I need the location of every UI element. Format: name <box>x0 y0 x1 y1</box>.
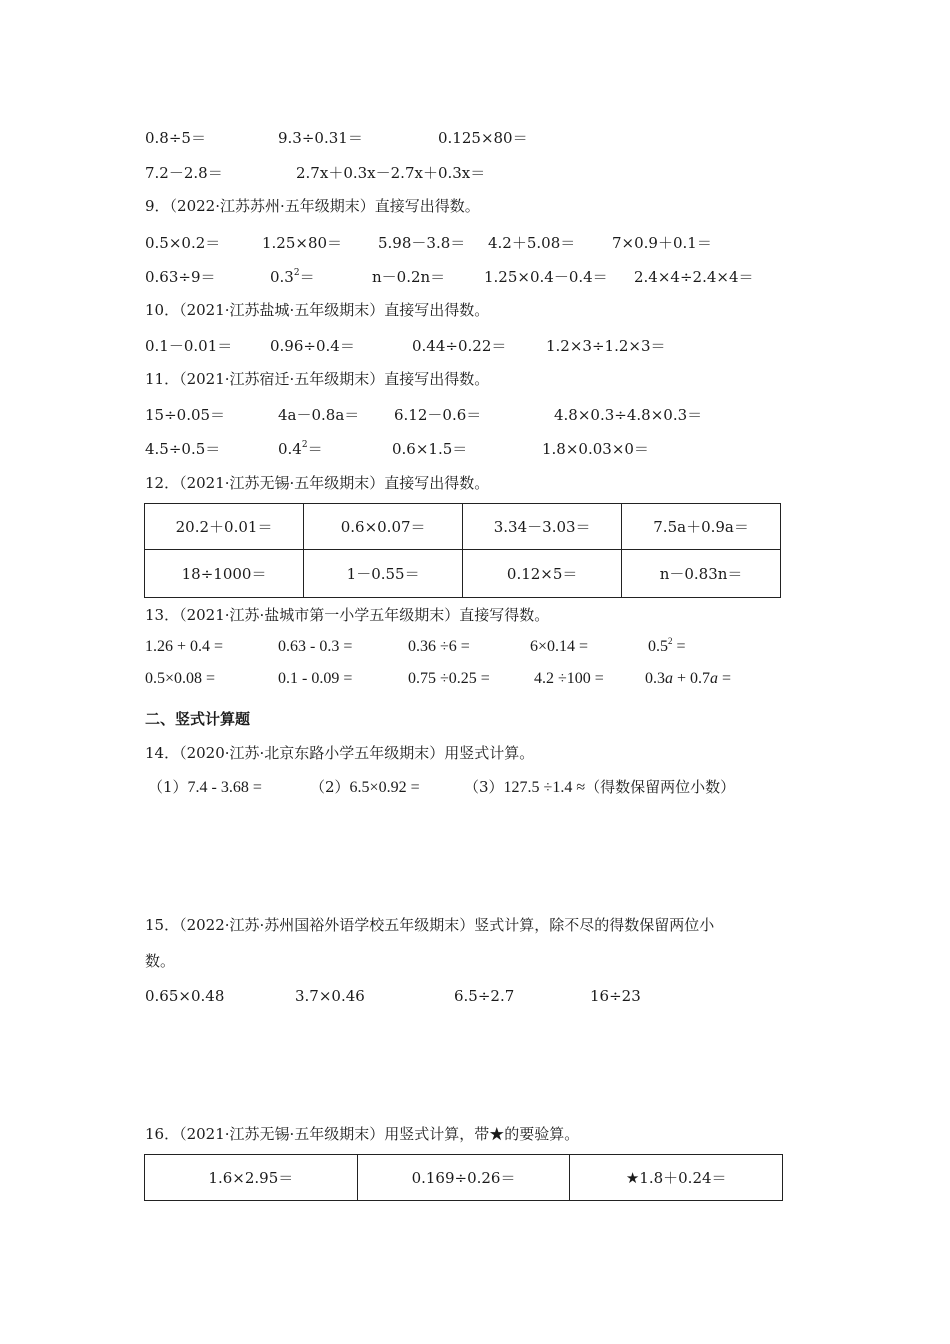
expr-r1-2: 9.3÷0.31＝ <box>278 129 363 147</box>
q14-title: 14．（2020·江苏·北京东路小学五年级期末）用竖式计算。 <box>145 744 535 762</box>
q13-expr: 0.1 - 0.09 = <box>278 670 353 687</box>
q13-power-expr: $0.5^2$ = <box>648 636 686 655</box>
q12-cell: 3.34－3.03＝ <box>463 504 622 550</box>
q9-expr: 4.2＋5.08＝ <box>488 234 576 252</box>
q13-expr: 4.2 ÷100 = <box>534 670 604 687</box>
q15-expr: 3.7×0.46 <box>295 987 365 1005</box>
q13-expr: 0.63 - 0.3 = <box>278 638 353 655</box>
q12-cell: 7.5a＋0.9a＝ <box>622 504 781 550</box>
q13-expr: 0.36 ÷6 = <box>408 638 470 655</box>
q12-title: 12．（2021·江苏无锡·五年级期末）直接写出得数。 <box>145 474 490 492</box>
q16-cell: 1.6×2.95＝ <box>145 1155 358 1201</box>
q16-title: 16．（2021·江苏无锡·五年级期末）用竖式计算，带★的要验算。 <box>145 1125 580 1143</box>
expr-r1-3: 0.125×80＝ <box>438 129 528 147</box>
q10-title: 10．（2021·江苏盐城·五年级期末）直接写出得数。 <box>145 301 490 319</box>
q15-expr: 16÷23 <box>590 987 641 1005</box>
q13-expr: 0.5×0.08 = <box>145 670 216 687</box>
q9-expr: 5.98－3.8＝ <box>378 234 466 252</box>
q9-expr: n－0.2n＝ <box>372 268 446 286</box>
q13-expr: 1.26 + 0.4 = <box>145 638 224 655</box>
q12-cell: 1－0.55＝ <box>304 550 463 598</box>
q9-expr: 2.4×4÷2.4×4＝ <box>634 268 754 286</box>
q9-power-expr: $0.3^2=$ <box>270 268 315 286</box>
expr-r1-1: 0.8÷5＝ <box>145 129 206 147</box>
expr-r2-2: 2.7x＋0.3x－2.7x＋0.3x＝ <box>296 164 486 182</box>
q9-expr: 1.25×0.4－0.4＝ <box>484 268 608 286</box>
q15-title-cont: 数。 <box>145 952 176 970</box>
q16-cell: 0.169÷0.26＝ <box>357 1155 570 1201</box>
expr-r2-1: 7.2－2.8＝ <box>145 164 223 182</box>
q12-table <box>144 503 781 598</box>
q14-part-1: （1）7.4 - 3.68 = <box>148 778 262 796</box>
q16-cell-starred: ★1.8＋0.24＝ <box>570 1155 783 1201</box>
q9-expr: 0.5×0.2＝ <box>145 234 221 252</box>
q9-expr: 1.25×80＝ <box>262 234 343 252</box>
q9-expr: 0.63÷9＝ <box>145 268 216 286</box>
q10-expr: 1.2×3÷1.2×3＝ <box>546 337 666 355</box>
q15-expr: 0.65×0.48 <box>145 987 225 1005</box>
q10-expr: 0.96÷0.4＝ <box>270 337 355 355</box>
q11-power-expr: $0.4^2=$ <box>278 440 323 458</box>
q12-cell: 18÷1000＝ <box>145 550 304 598</box>
q11-expr: 0.6×1.5＝ <box>392 440 468 458</box>
q15-expr: 6.5÷2.7 <box>454 987 515 1005</box>
q10-expr: 0.44÷0.22＝ <box>412 337 507 355</box>
q12-cell: 0.6×0.07＝ <box>304 504 463 550</box>
q13-algebra-expr: 0.3a + 0.7a = <box>645 670 732 687</box>
q11-title: 11．（2021·江苏宿迁·五年级期末）直接写出得数。 <box>145 370 490 388</box>
q15-title: 15．（2022·江苏·苏州国裕外语学校五年级期末）竖式计算，除不尽的得数保留两位小 <box>145 916 715 934</box>
q16-table <box>144 1154 783 1201</box>
q13-expr: 0.75 ÷0.25 = <box>408 670 490 687</box>
q9-title: 9．（2022·江苏苏州·五年级期末）直接写出得数。 <box>145 197 480 215</box>
q11-expr: 15÷0.05＝ <box>145 406 226 424</box>
q14-part-3: （3）127.5 ÷1.4 ≈（得数保留两位小数） <box>464 778 736 796</box>
q10-expr: 0.1－0.01＝ <box>145 337 233 355</box>
q14-part-2: （2）6.5×0.92 = <box>310 778 420 796</box>
q13-title: 13．（2021·江苏·盐城市第一小学五年级期末）直接写得数。 <box>145 606 550 624</box>
q11-expr: 4.5÷0.5＝ <box>145 440 221 458</box>
q9-expr: 7×0.9＋0.1＝ <box>612 234 712 252</box>
q12-cell: 0.12×5＝ <box>463 550 622 598</box>
q13-expr: 6×0.14 = <box>530 638 589 655</box>
section-title: 二、竖式计算题 <box>145 710 251 728</box>
q11-expr: 6.12－0.6＝ <box>394 406 482 424</box>
q11-expr: 1.8×0.03×0＝ <box>542 440 649 458</box>
q11-expr: 4.8×0.3÷4.8×0.3＝ <box>554 406 703 424</box>
star-icon: ★ <box>625 1169 640 1187</box>
q12-cell: 20.2＋0.01＝ <box>145 504 304 550</box>
q11-expr: 4a－0.8a＝ <box>278 406 360 424</box>
q12-cell: n－0.83n＝ <box>622 550 781 598</box>
